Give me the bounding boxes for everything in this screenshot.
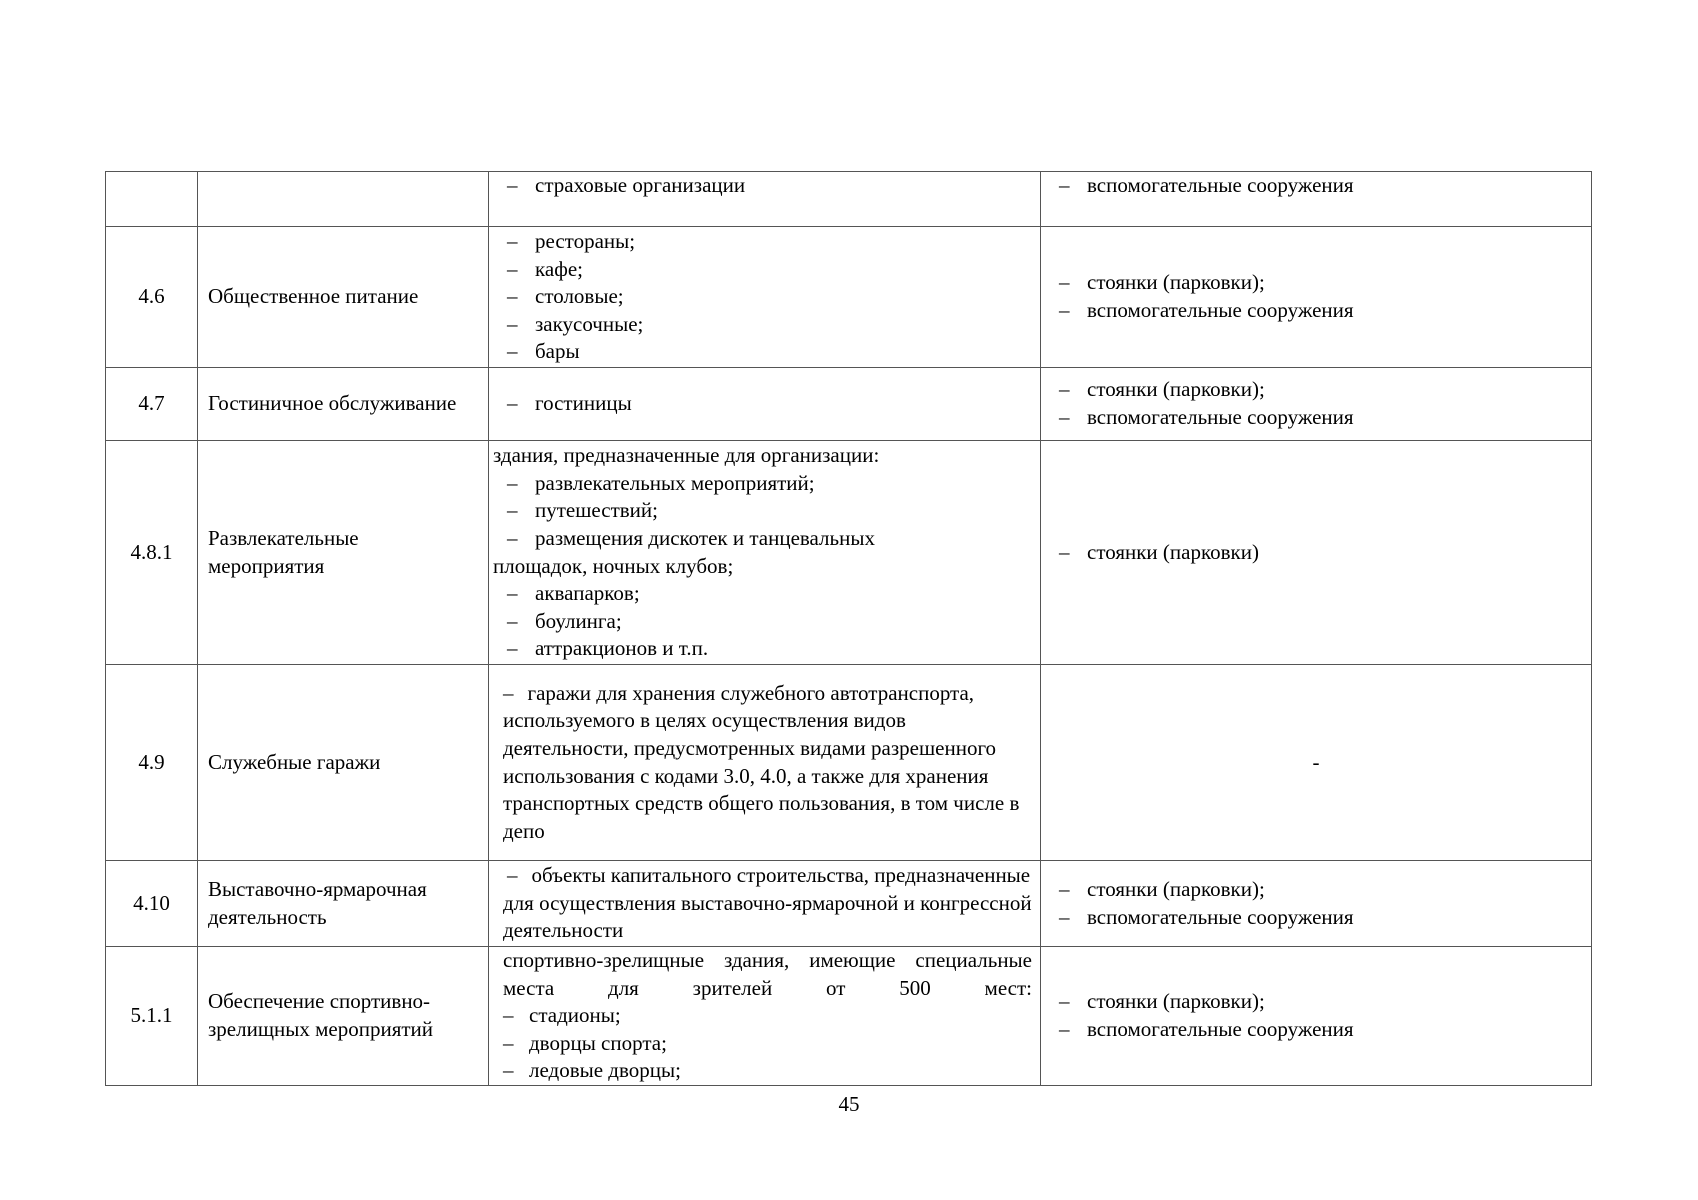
list-item: – аквапарков; <box>493 580 1032 608</box>
list-item: – стоянки (парковки); <box>1045 876 1583 904</box>
name-cell: Развлекательные мероприятия <box>198 441 489 665</box>
list-item: – дворцы спорта; <box>493 1030 1032 1058</box>
name-cell: Выставочно-ярмарочная деятельность <box>198 861 489 947</box>
list-item: – развлекательных мероприятий; <box>493 470 1032 498</box>
cell-paragraph <box>493 680 1032 846</box>
table-row <box>106 441 1592 665</box>
list-item: – вспомогательные сооружения <box>1045 1016 1583 1044</box>
main-use-cell <box>489 172 1041 227</box>
name-cell: Служебные гаражи <box>198 665 489 861</box>
cell-intro-text: здания, предназначенные для организации: <box>493 443 880 468</box>
table-row <box>106 861 1592 947</box>
aux-use-cell <box>1041 172 1592 227</box>
name-cell <box>198 172 489 227</box>
list-item: – закусочные; <box>493 311 1032 339</box>
cell-paragraph <box>493 862 1032 945</box>
list-item: – стоянки (парковки) <box>1045 539 1583 567</box>
list-item: – стоянки (парковки); <box>1045 269 1583 297</box>
list-item: – бары <box>493 338 1032 366</box>
page-number: 45 <box>838 1092 860 1116</box>
code-cell <box>106 172 198 227</box>
name-cell: Гостиничное обслуживание <box>198 368 489 441</box>
aux-use-cell: - <box>1041 665 1592 861</box>
aux-use-cell <box>1041 227 1592 368</box>
list-item: – стоянки (парковки); <box>1045 376 1583 404</box>
dash-marker: – <box>507 863 518 888</box>
list-item: – стадионы; <box>493 1002 1032 1030</box>
table-row <box>106 172 1592 227</box>
code-cell: 4.7 <box>106 368 198 441</box>
main-use-cell <box>489 227 1041 368</box>
list-item: – страховые организации <box>493 172 1032 200</box>
aux-use-cell <box>1041 441 1592 665</box>
name-cell: Общественное питание <box>198 227 489 368</box>
list-item: – гостиницы <box>493 390 1032 418</box>
list-item: – аттракционов и т.п. <box>493 635 1032 663</box>
main-use-cell <box>489 947 1041 1086</box>
list-item: – кафе; <box>493 256 1032 284</box>
main-use-cell <box>489 665 1041 861</box>
list-item: – вспомогательные сооружения <box>1045 404 1583 432</box>
table-row <box>106 665 1592 861</box>
code-cell: 5.1.1 <box>106 947 198 1086</box>
main-use-cell <box>489 441 1041 665</box>
list-item: – столовые; <box>493 283 1032 311</box>
list-item: – боулинга; <box>493 608 1032 636</box>
list-item: – рестораны; <box>493 228 1032 256</box>
list-item: – путешествий; <box>493 497 1032 525</box>
main-use-cell <box>489 861 1041 947</box>
code-cell: 4.9 <box>106 665 198 861</box>
list-item: – вспомогательные сооружения <box>1045 297 1583 325</box>
code-cell: 4.10 <box>106 861 198 947</box>
wrapped-line: площадок, ночных клубов; <box>493 553 734 578</box>
list-item: – вспомогательные сооружения <box>1045 904 1583 932</box>
dash-marker: – <box>503 680 514 705</box>
code-cell: 4.6 <box>106 227 198 368</box>
land-use-table <box>105 171 1592 1086</box>
table-row <box>106 947 1592 1086</box>
aux-use-cell <box>1041 947 1592 1086</box>
aux-use-cell <box>1041 368 1592 441</box>
code-cell: 4.8.1 <box>106 441 198 665</box>
table-row <box>106 368 1592 441</box>
cell-text: объекты капитального строительства, предназначенные для осуществления выставочно-ярмарочной и конгрессной деятельности <box>503 863 1032 943</box>
list-item: – вспомогательные сооружения <box>1045 172 1583 200</box>
cell-intro-text: спортивно-зрелищные здания, имеющие специальные места для зрителей от 500 мест: <box>503 948 1032 1000</box>
list-item: – стоянки (парковки); <box>1045 988 1583 1016</box>
aux-use-cell <box>1041 861 1592 947</box>
main-use-cell <box>489 368 1041 441</box>
table-row <box>106 227 1592 368</box>
list-item: – ледовые дворцы; <box>493 1057 1032 1085</box>
name-cell: Обеспечение спортивно-зрелищных мероприятий <box>198 947 489 1086</box>
list-item: – размещения дискотек и танцевальных <box>493 525 1032 553</box>
cell-text: гаражи для хранения служебного автотранспорта, используемого в целях осуществления видов деятельности, предусмотренных видами разрешенного использования с кодами 3.0, 4.0, а также для хранения транспортных средств общего пользования, в том числе в депо <box>503 680 1020 843</box>
